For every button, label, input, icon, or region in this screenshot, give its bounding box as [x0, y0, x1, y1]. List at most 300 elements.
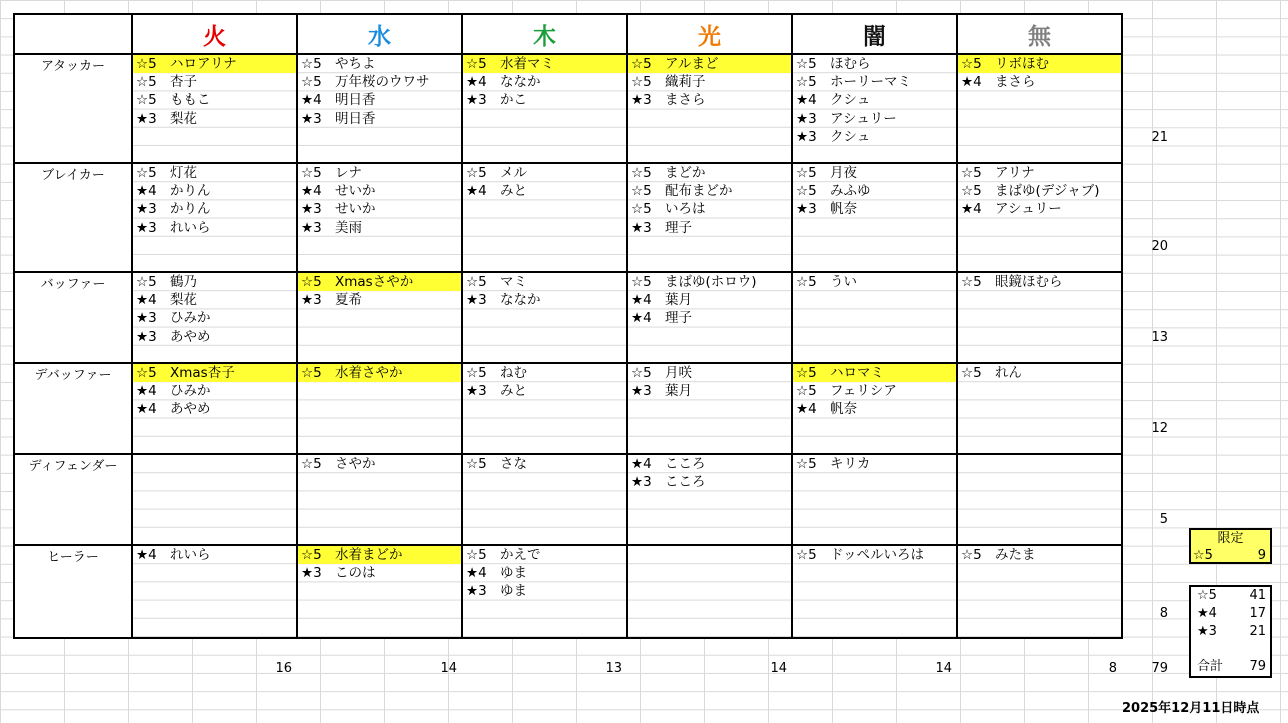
character-name: ねむ: [500, 365, 527, 381]
rarity-label: ☆5: [466, 274, 487, 290]
rarity-label: ☆5: [301, 56, 322, 72]
rarity-label: ☆5: [301, 365, 322, 381]
character-entry: [958, 164, 1121, 182]
role-row: [14, 272, 1122, 363]
rarity-label: ☆5: [136, 165, 157, 181]
character-entry: [793, 110, 956, 128]
character-cell[interactable]: [297, 163, 462, 272]
character-cell[interactable]: [462, 545, 627, 638]
character-name: かこ: [500, 92, 527, 109]
character-cell[interactable]: [627, 163, 792, 272]
rarity-label: ★3: [631, 474, 652, 491]
character-name: ゆま: [500, 565, 527, 582]
character-cell[interactable]: [462, 454, 627, 545]
character-name: 梨花: [170, 110, 197, 127]
summary-count: 41: [1249, 588, 1266, 603]
character-name: こころ: [665, 456, 706, 472]
rarity-label: ★4: [136, 401, 157, 418]
character-cell[interactable]: [792, 363, 957, 454]
limited-title: 限定: [1217, 531, 1244, 546]
corner-cell[interactable]: [14, 14, 132, 54]
character-name: マミ: [500, 274, 527, 290]
rarity-label: ★4: [466, 183, 487, 200]
character-cell[interactable]: [957, 54, 1122, 163]
character-entry: [958, 364, 1121, 382]
character-entry: [133, 400, 296, 418]
character-name: れいら: [170, 547, 211, 563]
character-entry: [628, 200, 791, 218]
limited-rarity: ☆5: [1193, 548, 1213, 563]
rarity-label: ☆5: [136, 274, 157, 290]
column-total: 14: [770, 661, 787, 676]
role-label[interactable]: バッファー: [14, 272, 132, 363]
character-entry: [463, 73, 626, 91]
character-cell[interactable]: [462, 272, 627, 363]
rarity-label: ★3: [301, 292, 322, 309]
character-entry: [133, 164, 296, 182]
character-cell[interactable]: [297, 54, 462, 163]
role-row: [14, 163, 1122, 272]
character-entry: [793, 546, 956, 564]
character-entry-limited: [298, 273, 461, 291]
character-entry: [463, 455, 626, 473]
grand-total: 79: [1151, 661, 1168, 676]
rarity-label: ★4: [301, 183, 322, 200]
character-name: まさら: [665, 92, 706, 109]
rarity-label: ☆5: [796, 74, 817, 91]
role-label[interactable]: ディフェンダー: [14, 454, 132, 545]
character-entry: [133, 546, 296, 564]
character-name: まさら: [995, 74, 1036, 91]
rarity-label: ☆5: [136, 92, 157, 109]
character-name: ももこ: [170, 92, 211, 109]
character-name: かりん: [170, 201, 211, 218]
role-row: [14, 363, 1122, 454]
character-cell[interactable]: [462, 54, 627, 163]
character-entry: [463, 182, 626, 200]
rarity-label: ☆5: [631, 183, 652, 200]
character-entry: [463, 382, 626, 400]
character-name: ひみか: [170, 310, 211, 327]
character-name: いろは: [665, 201, 706, 218]
character-cell[interactable]: [627, 454, 792, 545]
character-name: キリカ: [830, 456, 871, 472]
character-entry: [793, 200, 956, 218]
rarity-label: ☆5: [301, 274, 322, 290]
character-name: うい: [830, 274, 857, 290]
role-label[interactable]: ヒーラー: [14, 545, 132, 638]
character-name: フェリシア: [830, 383, 897, 400]
character-cell[interactable]: [297, 363, 462, 454]
character-name: 理子: [665, 310, 692, 327]
rarity-label: ☆5: [961, 165, 982, 181]
rarity-label: ☆5: [301, 74, 322, 91]
character-name: ゆま: [500, 583, 527, 600]
summary-row: [1191, 605, 1270, 623]
rarity-label: ★3: [136, 328, 157, 345]
rarity-label: ☆5: [961, 547, 982, 563]
character-name: 水着マミ: [500, 56, 554, 72]
rarity-label: ★3: [301, 219, 322, 236]
character-entry: [793, 273, 956, 291]
character-name: アシュリー: [830, 110, 897, 127]
character-name: 配布まどか: [665, 183, 733, 200]
rarity-label: ☆5: [136, 365, 157, 381]
rarity-label: ★4: [631, 456, 652, 472]
character-name: リボほむ: [995, 56, 1049, 72]
summary-rarity: ☆5: [1197, 588, 1217, 603]
role-count: 8: [1159, 606, 1168, 621]
character-name: クシュ: [830, 128, 871, 145]
limited-box: [1189, 528, 1272, 564]
character-cell[interactable]: [627, 363, 792, 454]
character-entry: [793, 182, 956, 200]
character-entry: [628, 309, 791, 327]
character-cell[interactable]: [957, 454, 1122, 545]
character-entry: [133, 328, 296, 346]
character-entry: [298, 455, 461, 473]
character-entry: [628, 73, 791, 91]
rarity-label: ☆5: [631, 365, 652, 381]
summary-rarity: ★4: [1197, 606, 1217, 621]
character-entry: [133, 182, 296, 200]
character-name: アルまど: [665, 56, 719, 72]
character-name: ななか: [500, 74, 541, 91]
character-name: 杏子: [170, 74, 197, 91]
character-entry: [133, 291, 296, 309]
rarity-label: ☆5: [631, 274, 652, 290]
character-entry: [133, 91, 296, 109]
rarity-label: ☆5: [301, 165, 322, 181]
rarity-label: ★3: [136, 110, 157, 127]
character-entry: [958, 73, 1121, 91]
rarity-label: ☆5: [466, 165, 487, 181]
limited-count: 9: [1257, 548, 1266, 563]
character-entry: [628, 219, 791, 237]
rarity-label: ☆5: [136, 74, 157, 91]
character-entry: [628, 473, 791, 491]
character-entry: [298, 182, 461, 200]
character-entry: [133, 73, 296, 91]
character-cell[interactable]: [627, 272, 792, 363]
character-cell[interactable]: [297, 545, 462, 638]
rarity-label: ☆5: [961, 274, 982, 290]
character-entry: [793, 128, 956, 146]
column-total: 8: [1108, 661, 1117, 676]
character-name: ホーリーマミ: [830, 74, 911, 91]
summary-count: 17: [1249, 606, 1266, 621]
summary-total-row: [1191, 658, 1270, 676]
character-name: せいか: [335, 201, 376, 218]
rarity-summary-box: [1189, 585, 1272, 678]
character-cell[interactable]: [132, 545, 297, 638]
rarity-label: ☆5: [631, 56, 652, 72]
character-name: れん: [995, 365, 1022, 381]
date-note: 2025年12月11日時点: [1122, 701, 1260, 716]
rarity-label: ★3: [466, 583, 487, 600]
character-entry: [628, 382, 791, 400]
character-entry: [298, 200, 461, 218]
character-name: 水着さやか: [335, 365, 403, 381]
character-entry: [463, 273, 626, 291]
element-header-2[interactable]: 木: [462, 14, 627, 54]
character-name: みふゆ: [830, 183, 871, 200]
character-name: 梨花: [170, 292, 197, 309]
character-entry-limited: [133, 364, 296, 382]
character-name: クシュ: [830, 92, 871, 109]
character-entry: [463, 546, 626, 564]
role-count: 12: [1151, 421, 1168, 436]
character-entry: [793, 55, 956, 73]
character-table: [13, 13, 1123, 639]
character-entry-limited: [958, 55, 1121, 73]
character-name: このは: [335, 565, 376, 582]
character-entry: [958, 200, 1121, 218]
rarity-label: ★4: [301, 92, 322, 109]
character-entry-limited: [298, 546, 461, 564]
character-name: みと: [500, 183, 527, 200]
rarity-label: ★4: [631, 310, 652, 327]
character-name: かりん: [170, 183, 211, 200]
character-entry: [628, 291, 791, 309]
rarity-label: ☆5: [796, 274, 817, 290]
rarity-label: ★3: [466, 292, 487, 309]
character-entry: [793, 164, 956, 182]
rarity-label: ☆5: [796, 456, 817, 472]
character-cell[interactable]: [297, 272, 462, 363]
character-entry: [463, 164, 626, 182]
character-name: ハロアリナ: [170, 56, 237, 72]
rarity-label: ★3: [301, 201, 322, 218]
character-entry: [958, 546, 1121, 564]
character-name: こころ: [665, 474, 706, 491]
rarity-label: ☆5: [301, 456, 322, 472]
character-name: 万年桜のウワサ: [335, 74, 430, 91]
role-label[interactable]: アタッカー: [14, 54, 132, 163]
rarity-label: ☆5: [796, 383, 817, 400]
character-entry: [463, 91, 626, 109]
character-name: ハロマミ: [830, 365, 884, 381]
column-total: 14: [935, 661, 952, 676]
character-entry: [628, 364, 791, 382]
rarity-label: ☆5: [136, 56, 157, 72]
rarity-label: ★3: [631, 92, 652, 109]
character-entry: [793, 382, 956, 400]
rarity-label: ★3: [466, 383, 487, 400]
character-cell[interactable]: [792, 163, 957, 272]
character-entry: [298, 564, 461, 582]
rarity-label: ★4: [961, 74, 982, 91]
rarity-label: ★4: [631, 292, 652, 309]
rarity-label: ☆5: [796, 365, 817, 381]
column-total: 16: [275, 661, 292, 676]
rarity-label: ★3: [301, 110, 322, 127]
character-name: 灯花: [170, 165, 197, 181]
character-name: Xmas杏子: [170, 365, 235, 381]
character-cell[interactable]: [792, 545, 957, 638]
character-entry: [133, 219, 296, 237]
character-name: 夏希: [335, 292, 362, 309]
rarity-label: ☆5: [631, 201, 652, 218]
character-name: あやめ: [170, 328, 211, 345]
character-cell[interactable]: [627, 545, 792, 638]
element-header-row: [14, 14, 1122, 54]
element-header-5[interactable]: 無: [957, 14, 1122, 54]
character-name: 月咲: [665, 365, 692, 381]
rarity-label: ★3: [796, 110, 817, 127]
rarity-label: ☆5: [466, 547, 487, 563]
character-name: 帆奈: [830, 201, 857, 218]
character-entry: [628, 455, 791, 473]
rarity-label: ★3: [301, 565, 322, 582]
rarity-label: ☆5: [961, 56, 982, 72]
character-entry: [298, 73, 461, 91]
character-entry-limited: [463, 55, 626, 73]
character-name: あやめ: [170, 401, 211, 418]
rarity-label: ★4: [136, 292, 157, 309]
rarity-label: ☆5: [466, 365, 487, 381]
character-cell[interactable]: [462, 363, 627, 454]
character-cell[interactable]: [132, 454, 297, 545]
character-name: 眼鏡ほむら: [995, 274, 1063, 290]
rarity-label: ☆5: [961, 365, 982, 381]
summary-total-label: 合計: [1197, 659, 1224, 674]
character-entry-limited: [793, 364, 956, 382]
character-entry-limited: [628, 55, 791, 73]
character-name: 帆奈: [830, 401, 857, 418]
character-entry: [298, 110, 461, 128]
element-header-1[interactable]: 水: [297, 14, 462, 54]
character-entry: [463, 364, 626, 382]
rarity-label: ☆5: [796, 56, 817, 72]
character-name: かえで: [500, 547, 541, 563]
role-row: [14, 54, 1122, 163]
character-cell[interactable]: [627, 54, 792, 163]
rarity-label: ☆5: [796, 547, 817, 563]
character-name: さな: [500, 456, 527, 472]
role-row: [14, 454, 1122, 545]
rarity-label: ★3: [796, 201, 817, 218]
character-cell[interactable]: [957, 163, 1122, 272]
rarity-label: ☆5: [796, 183, 817, 200]
character-name: ドッペルいろは: [830, 547, 924, 563]
character-cell[interactable]: [132, 163, 297, 272]
character-cell[interactable]: [132, 272, 297, 363]
character-entry: [133, 273, 296, 291]
character-entry: [463, 291, 626, 309]
character-cell[interactable]: [297, 454, 462, 545]
character-entry: [793, 91, 956, 109]
character-entry: [958, 182, 1121, 200]
rarity-label: ★3: [631, 219, 652, 236]
character-name: 葉月: [665, 292, 692, 309]
character-cell[interactable]: [957, 272, 1122, 363]
character-name: まばゆ(デジャブ): [995, 183, 1100, 200]
rarity-label: ☆5: [631, 165, 652, 181]
element-header-0[interactable]: 火: [132, 14, 297, 54]
rarity-label: ★4: [136, 183, 157, 200]
rarity-label: ☆5: [466, 456, 487, 472]
character-entry: [463, 564, 626, 582]
character-entry-limited: [133, 55, 296, 73]
column-total: 13: [605, 661, 622, 676]
character-cell[interactable]: [132, 54, 297, 163]
character-name: みたま: [995, 547, 1036, 563]
character-entry-limited: [298, 364, 461, 382]
role-label[interactable]: ブレイカー: [14, 163, 132, 272]
character-cell[interactable]: [792, 454, 957, 545]
character-name: やちよ: [335, 56, 376, 72]
rarity-label: ☆5: [631, 74, 652, 91]
element-header-3[interactable]: 光: [627, 14, 792, 54]
role-count: 21: [1151, 130, 1168, 145]
summary-row: [1191, 587, 1270, 605]
character-cell[interactable]: [462, 163, 627, 272]
character-entry: [793, 455, 956, 473]
character-entry: [793, 400, 956, 418]
role-count: 13: [1151, 330, 1168, 345]
rarity-label: ★4: [466, 74, 487, 91]
character-name: Xmasさやか: [335, 274, 414, 290]
character-name: 明日香: [335, 110, 376, 127]
character-cell[interactable]: [792, 54, 957, 163]
rarity-label: ★4: [796, 401, 817, 418]
summary-rarity: ★3: [1197, 624, 1217, 639]
character-cell[interactable]: [957, 363, 1122, 454]
summary-total-value: 79: [1249, 659, 1266, 674]
element-header-4[interactable]: 闇: [792, 14, 957, 54]
character-cell[interactable]: [132, 363, 297, 454]
character-name: れいら: [170, 219, 211, 236]
role-label[interactable]: デバッファー: [14, 363, 132, 454]
character-cell[interactable]: [792, 272, 957, 363]
role-count: 5: [1159, 512, 1168, 527]
character-name: レナ: [335, 165, 362, 181]
rarity-label: ★3: [136, 310, 157, 327]
character-name: 明日香: [335, 92, 376, 109]
rarity-label: ★4: [961, 201, 982, 218]
role-row: [14, 545, 1122, 638]
rarity-label: ★4: [796, 92, 817, 109]
character-name: ななか: [500, 292, 541, 309]
rarity-label: ★4: [136, 547, 157, 563]
character-entry: [133, 200, 296, 218]
character-entry: [298, 91, 461, 109]
character-entry: [133, 382, 296, 400]
summary-row: [1191, 623, 1270, 641]
character-name: さやか: [335, 456, 376, 472]
character-entry: [793, 73, 956, 91]
character-cell[interactable]: [957, 545, 1122, 638]
rarity-label: ★3: [136, 201, 157, 218]
character-name: まどか: [665, 165, 706, 181]
character-name: アリナ: [995, 165, 1035, 181]
character-name: 理子: [665, 219, 692, 236]
summary-count: 21: [1249, 624, 1266, 639]
rarity-label: ☆5: [301, 547, 322, 563]
rarity-label: ☆5: [796, 165, 817, 181]
character-name: 織莉子: [665, 74, 706, 91]
rarity-label: ★3: [796, 128, 817, 145]
character-entry: [133, 309, 296, 327]
rarity-label: ★3: [466, 92, 487, 109]
character-name: メル: [500, 165, 527, 181]
character-name: みと: [500, 383, 527, 400]
rarity-label: ★3: [631, 383, 652, 400]
character-name: 美雨: [335, 219, 362, 236]
character-entry: [628, 91, 791, 109]
column-total: 14: [440, 661, 457, 676]
